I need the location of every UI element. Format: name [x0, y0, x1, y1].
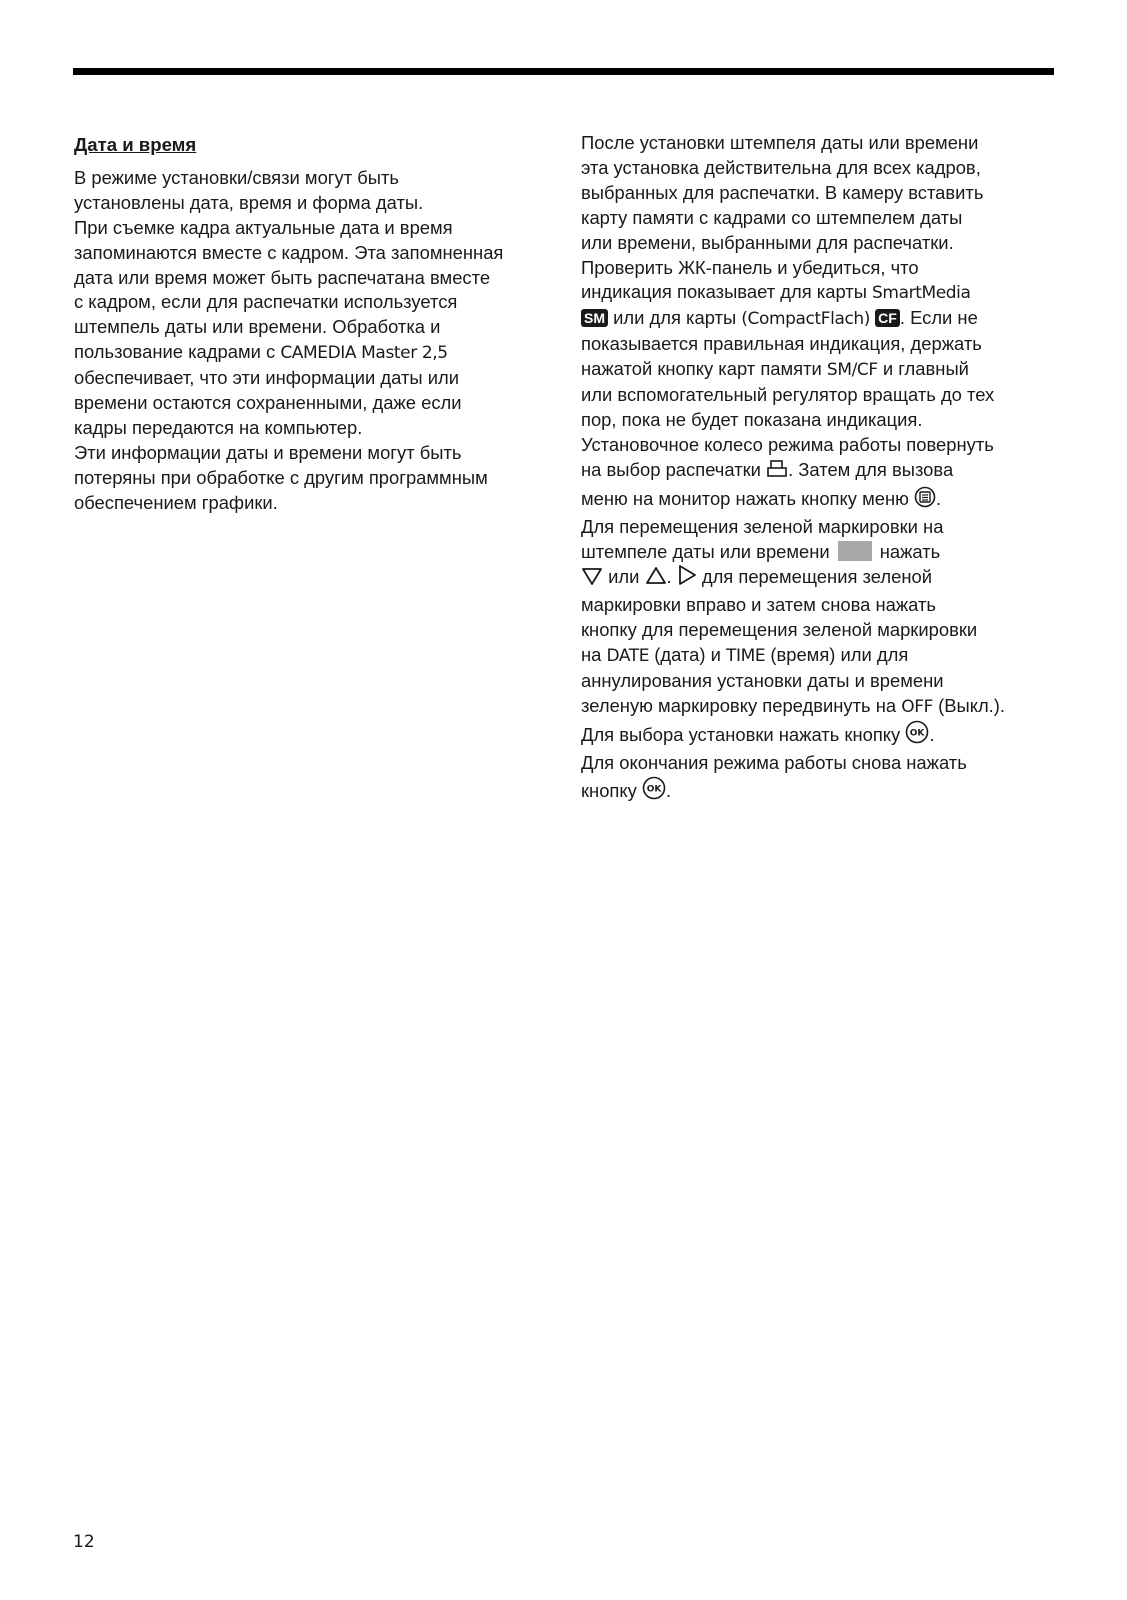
text-line: обеспечивает, что эти информации даты или	[74, 367, 459, 389]
text-line: или вспомогательный регулятор вращать до тех	[581, 384, 995, 406]
menu-option: OFF	[901, 696, 933, 717]
text-line: Для перемещения зеленой маркировки на	[581, 515, 944, 537]
text-line: При съемке кадра актуальные дата и время	[74, 216, 453, 238]
text-fragment: зеленую маркировку передвинуть на	[581, 694, 902, 716]
text-fragment: (время) или для	[765, 644, 909, 666]
text-line: Для окончания режима работы снова нажать	[581, 751, 967, 773]
text-line: маркировки вправо и затем снова нажать	[581, 594, 936, 616]
menu-option: DATE	[606, 646, 650, 667]
print-mode-icon	[766, 459, 788, 486]
section-heading: Дата и время	[74, 134, 197, 155]
text-line: карту памяти с кадрами со штемпелем даты	[581, 206, 963, 228]
menu-button-icon	[914, 486, 936, 515]
text-line: пор, пока не будет показана индикация.	[581, 408, 923, 430]
text-line: выбранных для распечатки. В камеру вставить	[581, 181, 984, 203]
text-line	[74, 340, 554, 366]
text-line: эта установка действительна для всех кадров,	[581, 156, 981, 178]
ok-label: OK	[646, 784, 662, 795]
text-fragment: нажать	[879, 540, 941, 562]
text-line: потеряны при обработке с другим программным	[74, 466, 488, 488]
text-line: дата или время может быть распечатана вместе	[74, 266, 491, 288]
text-line: аннулирования установки даты и времени	[581, 670, 944, 692]
ok-button-icon	[642, 776, 666, 807]
card-name: (CompactFlach)	[741, 309, 871, 330]
text-line	[581, 643, 1071, 669]
text-line	[581, 357, 1071, 383]
right-column	[581, 131, 1071, 807]
text-line: времени остаются сохраненными, даже если	[74, 392, 462, 414]
green-marker-icon	[838, 541, 872, 561]
text-fragment: и главный	[877, 358, 969, 380]
text-line	[581, 694, 1071, 720]
text-fragment: или для карты	[608, 307, 742, 329]
text-fragment: нажатой кнопку карт памяти	[581, 358, 827, 380]
card-name: SmartMedia	[872, 283, 971, 304]
text-line	[581, 280, 1071, 306]
text-fragment: . Затем для вызова	[788, 458, 954, 480]
text-line	[581, 540, 1071, 565]
sm-card-icon: SM	[581, 309, 608, 327]
text-line: После установки штемпеля даты или времени	[581, 132, 979, 153]
down-arrow-icon	[581, 566, 603, 593]
text-line: кадры передаются на компьютер.	[74, 416, 363, 438]
text-line: установлены дата, время и форма даты.	[74, 191, 424, 213]
text-line: запоминаются вместе с кадром. Эта запомненная	[74, 241, 504, 263]
text-line: Установочное колесо режима работы повернуть	[581, 433, 994, 455]
left-column	[74, 131, 554, 516]
text-fragment: кнопку	[581, 779, 642, 801]
up-arrow-icon	[645, 566, 667, 593]
text-line	[581, 306, 1071, 332]
text-fragment: .	[936, 487, 942, 509]
menu-option: TIME	[726, 646, 766, 667]
text-line: или времени, выбранными для распечатки.	[581, 231, 954, 253]
text-line	[581, 458, 1071, 486]
top-rule	[73, 68, 1054, 75]
text-fragment: индикация показывает для карты	[581, 281, 873, 303]
button-name: SM/CF	[826, 360, 878, 381]
text-fragment: штемпеле даты или времени	[581, 540, 830, 562]
text-fragment: для перемещения зеленой	[696, 566, 932, 588]
text-line	[581, 776, 1071, 807]
text-line: кнопку для перемещения зеленой маркировки	[581, 619, 978, 641]
right-arrow-icon	[677, 564, 697, 593]
text-line: обеспечением графики.	[74, 491, 278, 513]
page-number: 12	[73, 1532, 95, 1552]
text-line: В режиме установки/связи могут быть	[74, 166, 399, 188]
text-fragment: или	[603, 566, 645, 588]
ok-label: OK	[910, 728, 925, 739]
text-line	[581, 564, 1071, 593]
text-line: Эти информации даты и времени могут быть	[74, 441, 462, 463]
text-line: Проверить ЖК-панель и убедиться, что	[581, 256, 919, 278]
text-fragment: на	[581, 644, 607, 666]
ok-button-icon	[905, 720, 929, 751]
text-fragment: на выбор распечатки	[581, 458, 767, 480]
software-name: CAMEDIA Master 2,5	[280, 343, 448, 364]
text-fragment: .	[929, 723, 935, 745]
text-line	[581, 720, 1071, 751]
text-fragment: .	[665, 779, 672, 801]
text-fragment: .	[666, 566, 677, 588]
text-fragment: (дата) и	[649, 644, 726, 666]
text-line	[581, 486, 1071, 515]
text-fragment: меню на монитор нажать кнопку меню	[581, 487, 915, 509]
text-fragment: (Выкл.).	[932, 694, 1006, 716]
text-fragment: Для выбора установки нажать кнопку	[581, 723, 906, 745]
text-line: показывается правильная индикация, держать	[581, 333, 982, 355]
cf-card-icon: CF	[875, 309, 900, 327]
text-line: с кадром, если для распечатки используется	[74, 291, 458, 313]
text-fragment: . Если не	[899, 307, 978, 329]
text-line: штемпель даты или времени. Обработка и	[74, 316, 441, 338]
text-fragment: пользование кадрами с	[74, 341, 281, 363]
